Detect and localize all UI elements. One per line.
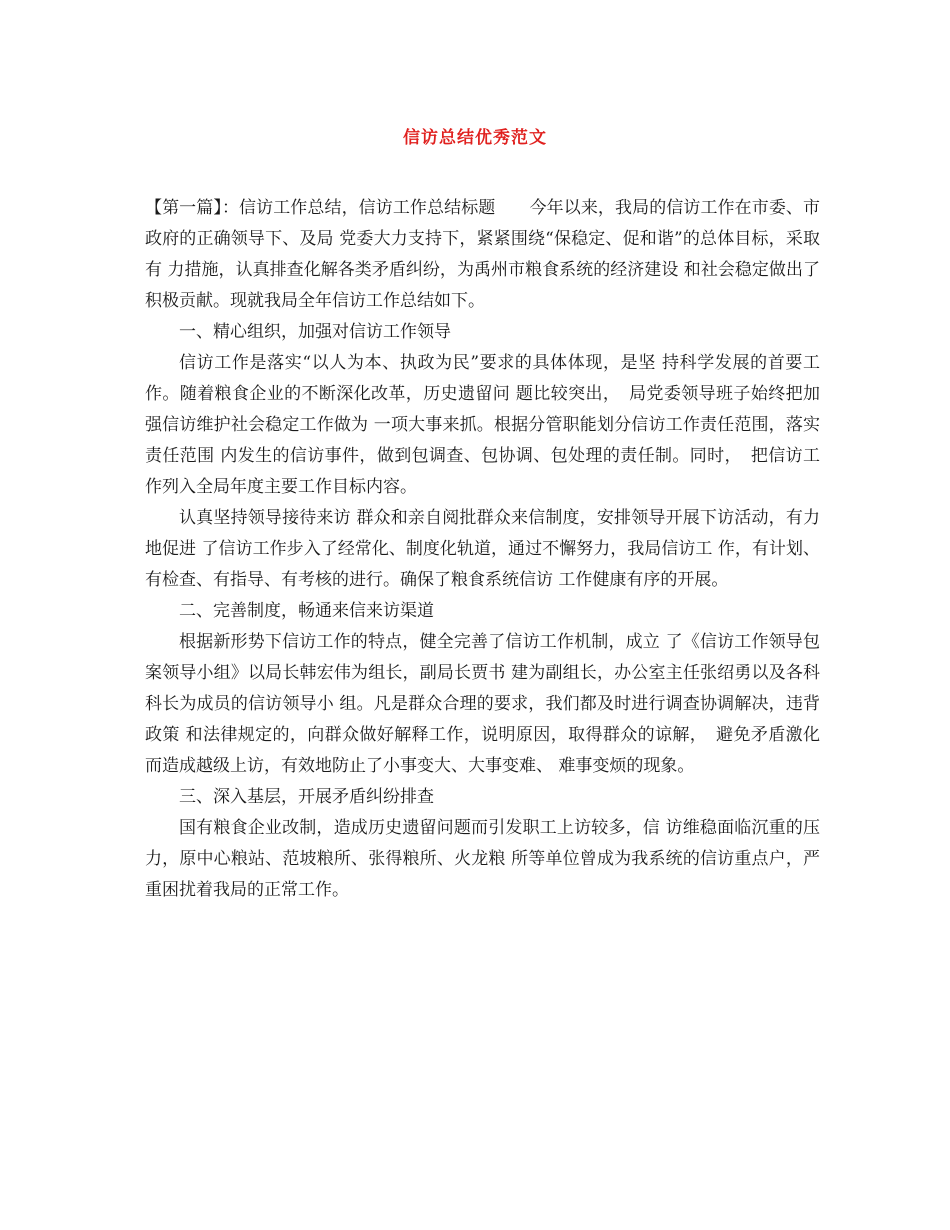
paragraph: 认真坚持领导接待来访 群众和亲自阅批群众来信制度，安排领导开展下访活动，有力地促进 了信访工作步入了经常化、制度化轨道，通过不懈努力，我局信访工 作，有计划、有检查、有指导、有考核的进行。确保了粮食系统信访 工作健康有序的开展。 bbox=[145, 508, 820, 590]
document-title: 信访总结优秀范文 bbox=[403, 128, 547, 148]
paragraph: 根据新形势下信访工作的特点，健全完善了信访工作机制，成立 了《信访工作领导包案领导小组》以局长韩宏伟为组长，副局长贾书 建为副组长，办公室主任张绍勇以及各科科长为成员的信访领导小 组。凡是群众合理的要求，我们都及时进行调查协调解决，违背政策 和法律规定的，向群众做好解释工作，说明原因，取得群众的谅解， 避免矛盾激化而造成越级上访，有效地防止了小事变大、大事变难、 难事变烦的现象。 bbox=[145, 632, 820, 776]
paragraph-intro: 【第一篇】：信访工作总结，信访工作总结标题 今年以来，我局的信访工作在市委、市政府的正确领导下、及局 党委大力支持下，紧紧围绕“保稳定、促和谐”的总体目标，采取有 力措施，认真排查化解各类矛盾纠纷，为禹州市粮食系统的经济建设 和社会稳定做出了积极贡献。现就我局全年信访工作总结如下。 bbox=[145, 198, 820, 311]
paragraph: 信访工作是落实“以人为本、执政为民”要求的具体体现，是坚 持科学发展的首要工作。随着粮食企业的不断深化改革，历史遗留问 题比较突出， 局党委领导班子始终把加强信访维护社会稳定工作做为 一项大事来抓。根据分管职能划分信访工作责任范围，落实责任范围 内发生的信访事件，做到包调查、包协调、包处理的责任制。同时， 把信访工作列入全局年度主要工作目标内容。 bbox=[145, 353, 820, 497]
section-heading-3: 三、深入基层，开展矛盾纠纷排查 bbox=[179, 787, 434, 807]
section-heading-1: 一、精心组织，加强对信访工作领导 bbox=[179, 322, 451, 342]
section-heading-2: 二、完善制度，畅通来信来访渠道 bbox=[179, 601, 434, 621]
paragraph: 国有粮食企业改制，造成历史遗留问题而引发职工上访较多，信 访维稳面临沉重的压力，原中心粮站、范坡粮所、张得粮所、火龙粮 所等单位曾成为我系统的信访重点户，严重困扰着我局的正常工作。 bbox=[145, 818, 820, 900]
document-body bbox=[145, 193, 820, 906]
